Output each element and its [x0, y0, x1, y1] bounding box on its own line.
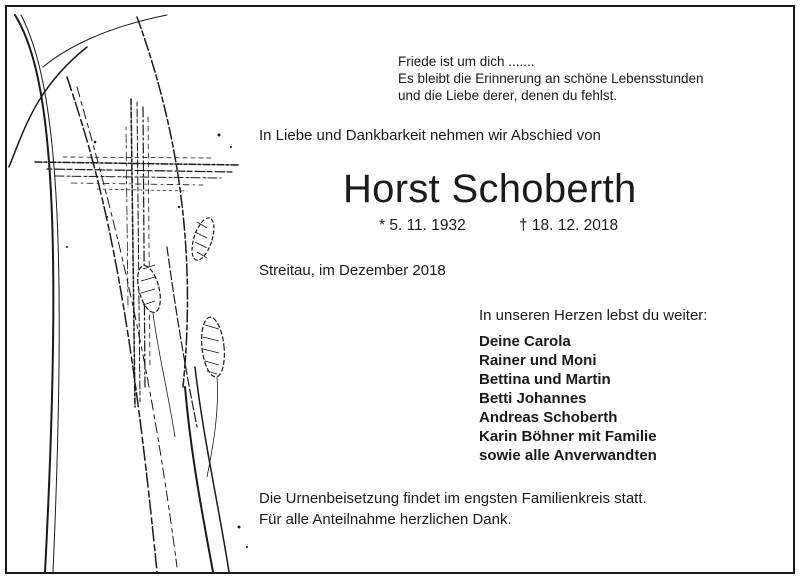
cross-and-wheat-illustration — [7, 7, 267, 572]
mourners-heading: In unseren Herzen lebst du weiter: — [479, 307, 708, 324]
mourner-name: Deine Carola — [479, 333, 571, 350]
mourner-name: Rainer und Moni — [479, 352, 597, 369]
quote-line: und die Liebe derer, denen du fehlst. — [398, 88, 618, 103]
birth-date: * 5. 11. 1932 — [379, 217, 466, 234]
mourner-name: Betti Johannes — [479, 390, 587, 407]
deceased-name: Horst Schoberth — [343, 167, 637, 211]
quote-line: Es bleibt die Erinnerung an schöne Lebensstunden — [398, 71, 704, 86]
mourner-name: Bettina und Martin — [479, 371, 611, 388]
closing-line: Die Urnenbeisetzung findet im engsten Familienkreis statt. — [259, 490, 647, 507]
closing-line: Für alle Anteilnahme herzlichen Dank. — [259, 511, 512, 528]
mourner-name: sowie alle Anverwandten — [479, 447, 657, 464]
mourners-list — [479, 332, 657, 465]
closing-text — [259, 488, 647, 530]
intro-text: In Liebe und Dankbarkeit nehmen wir Abschied von — [259, 127, 601, 144]
quote-block — [398, 53, 703, 104]
death-date: † 18. 12. 2018 — [519, 217, 619, 234]
quote-line: Friede ist um dich ....... — [398, 54, 535, 69]
place-date: Streitau, im Dezember 2018 — [259, 262, 446, 279]
mourner-name: Karin Böhner mit Familie — [479, 428, 657, 445]
obituary-notice — [5, 5, 795, 574]
mourner-name: Andreas Schoberth — [479, 409, 618, 426]
